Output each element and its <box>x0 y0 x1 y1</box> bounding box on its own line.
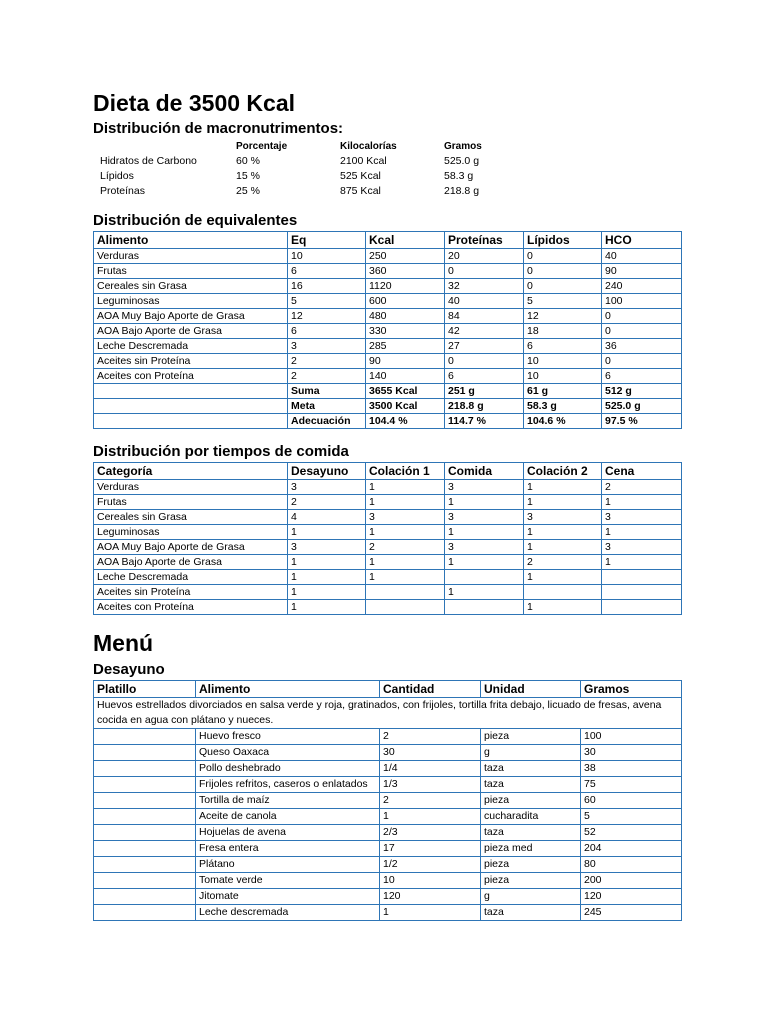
table-cell: g <box>481 745 581 761</box>
breakfast-title: Desayuno <box>93 661 165 678</box>
times-header-cell: Colación 1 <box>366 463 445 480</box>
table-row <box>94 825 682 841</box>
table-cell: 16 <box>288 279 366 294</box>
table-cell: 10 <box>288 249 366 264</box>
table-cell: 84 <box>445 309 524 324</box>
table-cell: 1 <box>366 480 445 495</box>
table-cell: 75 <box>581 777 682 793</box>
breakfast-description: Huevos estrellados divorciados en salsa verde y roja, gratinados, con frijoles, tortilla frita debajo, licuado de fresas, avena cocida en agua con plátano y nueces. <box>94 698 682 729</box>
macros-cell: Proteínas <box>100 185 145 197</box>
table-cell <box>94 761 196 777</box>
table-cell: 2 <box>380 793 481 809</box>
table-row <box>94 889 682 905</box>
table-cell: 6 <box>288 264 366 279</box>
summary-cell: Adecuación <box>288 414 366 429</box>
table-cell: AOA Bajo Aporte de Grasa <box>94 324 288 339</box>
table-cell <box>94 857 196 873</box>
table-cell: 4 <box>288 510 366 525</box>
table-cell: Verduras <box>94 249 288 264</box>
table-row <box>94 905 682 921</box>
table-row <box>94 540 682 555</box>
table-cell: 0 <box>602 309 682 324</box>
table-cell: 20 <box>445 249 524 264</box>
breakfast-header-cell: Gramos <box>581 681 682 698</box>
table-cell: 1 <box>288 570 366 585</box>
table-row <box>94 249 682 264</box>
table-cell: 1 <box>445 555 524 570</box>
table-row <box>94 339 682 354</box>
table-cell: 3 <box>602 540 682 555</box>
table-cell: 6 <box>602 369 682 384</box>
table-row <box>94 480 682 495</box>
times-header-row <box>94 463 682 480</box>
table-cell: 2 <box>288 354 366 369</box>
table-cell <box>94 889 196 905</box>
summary-cell: Suma <box>288 384 366 399</box>
summary-cell: Meta <box>288 399 366 414</box>
times-header-cell: Desayuno <box>288 463 366 480</box>
times-header-cell: Comida <box>445 463 524 480</box>
table-row <box>94 777 682 793</box>
equivalents-table <box>93 231 682 429</box>
table-cell: 52 <box>581 825 682 841</box>
table-cell: 245 <box>581 905 682 921</box>
table-cell: 1 <box>288 585 366 600</box>
table-cell <box>366 600 445 615</box>
table-row <box>94 354 682 369</box>
table-cell <box>94 905 196 921</box>
table-cell: 0 <box>602 324 682 339</box>
table-cell: 3 <box>602 510 682 525</box>
table-row <box>94 555 682 570</box>
summary-cell: 114.7 % <box>445 414 524 429</box>
table-cell <box>602 600 682 615</box>
macros-header-row <box>93 139 681 154</box>
table-row <box>94 525 682 540</box>
table-cell: 360 <box>366 264 445 279</box>
table-cell: 1 <box>602 495 682 510</box>
table-cell: 1 <box>524 480 602 495</box>
breakfast-table <box>93 680 682 921</box>
table-cell <box>602 570 682 585</box>
table-cell: 3 <box>288 480 366 495</box>
table-cell: 1 <box>445 525 524 540</box>
times-header-cell: Categoría <box>94 463 288 480</box>
table-cell: 1120 <box>366 279 445 294</box>
table-row <box>94 570 682 585</box>
summary-cell: 104.4 % <box>366 414 445 429</box>
table-cell: 240 <box>602 279 682 294</box>
macros-cell: Lípidos <box>100 170 134 182</box>
times-header-cell: Colación 2 <box>524 463 602 480</box>
menu-title: Menú <box>93 630 154 656</box>
breakfast-header-cell: Platillo <box>94 681 196 698</box>
table-cell: 3 <box>288 540 366 555</box>
macros-header-cell: Gramos <box>444 141 482 152</box>
summary-row <box>94 384 682 399</box>
table-cell: 10 <box>380 873 481 889</box>
table-cell: 10 <box>524 369 602 384</box>
table-cell: 6 <box>288 324 366 339</box>
macros-row <box>93 169 681 184</box>
macros-header-cell: Porcentaje <box>236 141 288 152</box>
table-cell: Aceites con Proteína <box>94 600 288 615</box>
table-row <box>94 809 682 825</box>
table-row <box>94 600 682 615</box>
table-cell: 2 <box>380 729 481 745</box>
table-row <box>94 873 682 889</box>
table-cell: 1/3 <box>380 777 481 793</box>
breakfast-header-cell: Unidad <box>481 681 581 698</box>
macros-header-cell <box>93 139 236 154</box>
table-cell: Fresa entera <box>196 841 380 857</box>
table-cell: 120 <box>380 889 481 905</box>
macros-cell: 15 % <box>236 170 260 182</box>
equivalents-header-cell: Proteínas <box>445 232 524 249</box>
table-row <box>94 841 682 857</box>
table-row <box>94 309 682 324</box>
table-cell: 1 <box>602 555 682 570</box>
table-cell <box>94 729 196 745</box>
summary-cell <box>94 399 288 414</box>
table-row <box>94 793 682 809</box>
table-cell: 3 <box>445 510 524 525</box>
table-cell: Leguminosas <box>94 294 288 309</box>
table-cell: Cereales sin Grasa <box>94 279 288 294</box>
table-cell: 0 <box>524 264 602 279</box>
table-cell: g <box>481 889 581 905</box>
table-cell <box>94 745 196 761</box>
table-cell: Tomate verde <box>196 873 380 889</box>
table-cell: 204 <box>581 841 682 857</box>
document-page <box>93 88 681 921</box>
table-cell: Frutas <box>94 264 288 279</box>
table-row <box>94 279 682 294</box>
table-cell: pieza med <box>481 841 581 857</box>
equivalents-header-cell: Eq <box>288 232 366 249</box>
times-table <box>93 462 682 615</box>
table-cell: Aceite de canola <box>196 809 380 825</box>
table-cell: Leche Descremada <box>94 339 288 354</box>
table-cell: Leguminosas <box>94 525 288 540</box>
table-cell: pieza <box>481 793 581 809</box>
table-cell: 1 <box>524 600 602 615</box>
table-cell: 5 <box>581 809 682 825</box>
table-cell: 1 <box>524 540 602 555</box>
breakfast-header-cell: Alimento <box>196 681 380 698</box>
table-cell: Leche descremada <box>196 905 380 921</box>
summary-cell: 97.5 % <box>602 414 682 429</box>
table-cell: 200 <box>581 873 682 889</box>
table-row <box>94 745 682 761</box>
table-cell: 2/3 <box>380 825 481 841</box>
table-cell: 6 <box>445 369 524 384</box>
table-row <box>94 510 682 525</box>
table-row <box>94 729 682 745</box>
table-cell: 18 <box>524 324 602 339</box>
table-cell: 1 <box>445 495 524 510</box>
table-cell: 1/4 <box>380 761 481 777</box>
table-cell: AOA Muy Bajo Aporte de Grasa <box>94 540 288 555</box>
table-cell: 0 <box>602 354 682 369</box>
table-cell <box>94 841 196 857</box>
macros-cell: 2100 Kcal <box>340 155 387 167</box>
table-cell: 38 <box>581 761 682 777</box>
macros-cell: 525 Kcal <box>340 170 381 182</box>
table-cell: 6 <box>524 339 602 354</box>
table-cell: cucharadita <box>481 809 581 825</box>
table-cell: AOA Muy Bajo Aporte de Grasa <box>94 309 288 324</box>
equivalents-header-cell: Lípidos <box>524 232 602 249</box>
summary-cell: 104.6 % <box>524 414 602 429</box>
table-cell <box>94 793 196 809</box>
macros-cell: 875 Kcal <box>340 185 381 197</box>
table-cell <box>366 585 445 600</box>
macros-row <box>93 154 681 169</box>
page-title: Dieta de 3500 Kcal <box>93 90 296 116</box>
table-cell: 60 <box>581 793 682 809</box>
table-cell: taza <box>481 761 581 777</box>
table-cell: Tortilla de maíz <box>196 793 380 809</box>
summary-row <box>94 414 682 429</box>
table-cell: 100 <box>581 729 682 745</box>
table-cell: Cereales sin Grasa <box>94 510 288 525</box>
table-cell: 1 <box>524 570 602 585</box>
table-cell: 1 <box>288 525 366 540</box>
table-cell: 0 <box>524 249 602 264</box>
table-cell: Aceites con Proteína <box>94 369 288 384</box>
breakfast-header-row <box>94 681 682 698</box>
table-cell: 32 <box>445 279 524 294</box>
macros-header-cell: Kilocalorías <box>340 141 397 152</box>
equivalents-header-cell: Kcal <box>366 232 445 249</box>
table-cell: Verduras <box>94 480 288 495</box>
table-cell: 1 <box>602 525 682 540</box>
table-cell: 1 <box>524 495 602 510</box>
table-cell: 1 <box>366 570 445 585</box>
macros-cell: 58.3 g <box>444 170 474 182</box>
table-cell: taza <box>481 777 581 793</box>
table-cell: Leche Descremada <box>94 570 288 585</box>
table-cell: 30 <box>581 745 682 761</box>
table-cell: 40 <box>602 249 682 264</box>
equivalents-title: Distribución de equivalentes <box>93 212 298 229</box>
table-row <box>94 495 682 510</box>
summary-cell: 3500 Kcal <box>366 399 445 414</box>
table-cell: 42 <box>445 324 524 339</box>
table-cell <box>445 570 524 585</box>
table-cell: Jitomate <box>196 889 380 905</box>
table-cell: pieza <box>481 729 581 745</box>
times-title: Distribución por tiempos de comida <box>93 443 349 460</box>
table-row <box>94 264 682 279</box>
table-cell: 285 <box>366 339 445 354</box>
summary-cell: 525.0 g <box>602 399 682 414</box>
table-cell: Huevo fresco <box>196 729 380 745</box>
table-cell: 80 <box>581 857 682 873</box>
table-cell: 2 <box>288 369 366 384</box>
breakfast-header-cell: Cantidad <box>380 681 481 698</box>
equivalents-header-cell: Alimento <box>94 232 288 249</box>
table-cell: 1 <box>380 809 481 825</box>
table-cell: Frutas <box>94 495 288 510</box>
table-cell: 10 <box>524 354 602 369</box>
table-cell: 1/2 <box>380 857 481 873</box>
table-cell: 12 <box>288 309 366 324</box>
summary-cell: 61 g <box>524 384 602 399</box>
table-cell: 2 <box>524 555 602 570</box>
table-cell: 2 <box>288 495 366 510</box>
table-cell: pieza <box>481 857 581 873</box>
table-cell: taza <box>481 905 581 921</box>
table-cell: 27 <box>445 339 524 354</box>
macros-title: Distribución de macronutrimentos: <box>93 120 344 137</box>
summary-cell: 3655 Kcal <box>366 384 445 399</box>
table-cell: pieza <box>481 873 581 889</box>
table-cell: 5 <box>524 294 602 309</box>
table-cell: Pollo deshebrado <box>196 761 380 777</box>
macros-cell: 525.0 g <box>444 155 480 167</box>
table-row <box>94 761 682 777</box>
table-cell: 90 <box>366 354 445 369</box>
table-cell <box>94 825 196 841</box>
table-cell: 30 <box>380 745 481 761</box>
table-cell <box>524 585 602 600</box>
table-cell: 1 <box>288 555 366 570</box>
table-cell: 3 <box>445 540 524 555</box>
table-cell: 480 <box>366 309 445 324</box>
table-row <box>94 585 682 600</box>
table-cell: 0 <box>445 264 524 279</box>
macros-cell: Hidratos de Carbono <box>100 155 197 167</box>
times-header-cell: Cena <box>602 463 682 480</box>
table-row <box>94 324 682 339</box>
table-cell: 1 <box>366 525 445 540</box>
table-cell: 36 <box>602 339 682 354</box>
summary-cell: 218.8 g <box>445 399 524 414</box>
table-cell: 0 <box>524 279 602 294</box>
table-cell: 250 <box>366 249 445 264</box>
table-cell: 330 <box>366 324 445 339</box>
table-cell: 600 <box>366 294 445 309</box>
table-row <box>94 294 682 309</box>
table-cell: 3 <box>524 510 602 525</box>
table-cell: 12 <box>524 309 602 324</box>
table-cell: 2 <box>366 540 445 555</box>
table-cell: 1 <box>366 495 445 510</box>
table-cell: 0 <box>445 354 524 369</box>
macros-cell: 60 % <box>236 155 260 167</box>
table-cell: 40 <box>445 294 524 309</box>
table-cell: 17 <box>380 841 481 857</box>
equivalents-header-cell: HCO <box>602 232 682 249</box>
table-cell: 100 <box>602 294 682 309</box>
table-cell: Queso Oaxaca <box>196 745 380 761</box>
summary-cell: 251 g <box>445 384 524 399</box>
table-cell: 1 <box>366 555 445 570</box>
table-cell: 90 <box>602 264 682 279</box>
table-cell: 1 <box>445 585 524 600</box>
macros-cell: 25 % <box>236 185 260 197</box>
macros-table <box>93 139 681 199</box>
table-cell: 1 <box>288 600 366 615</box>
macros-row <box>93 184 681 199</box>
table-cell <box>94 809 196 825</box>
table-cell <box>602 585 682 600</box>
table-cell: 1 <box>524 525 602 540</box>
table-cell: 1 <box>380 905 481 921</box>
table-cell: Plátano <box>196 857 380 873</box>
table-row <box>94 857 682 873</box>
table-cell: 3 <box>445 480 524 495</box>
table-row <box>94 369 682 384</box>
table-cell: 3 <box>366 510 445 525</box>
table-cell: taza <box>481 825 581 841</box>
summary-cell <box>94 414 288 429</box>
table-cell: 140 <box>366 369 445 384</box>
table-cell: Aceites sin Proteína <box>94 354 288 369</box>
table-cell <box>94 777 196 793</box>
breakfast-description-row <box>94 698 682 729</box>
table-cell: Hojuelas de avena <box>196 825 380 841</box>
table-cell: AOA Bajo Aporte de Grasa <box>94 555 288 570</box>
summary-cell: 58.3 g <box>524 399 602 414</box>
table-cell: Frijoles refritos, caseros o enlatados <box>196 777 380 793</box>
table-cell: Aceites sin Proteína <box>94 585 288 600</box>
summary-cell <box>94 384 288 399</box>
table-cell: 120 <box>581 889 682 905</box>
table-cell <box>94 873 196 889</box>
macros-cell: 218.8 g <box>444 185 480 197</box>
summary-row <box>94 399 682 414</box>
table-cell: 2 <box>602 480 682 495</box>
summary-cell: 512 g <box>602 384 682 399</box>
equivalents-header-row <box>94 232 682 249</box>
table-cell: 3 <box>288 339 366 354</box>
table-cell <box>445 600 524 615</box>
table-cell: 5 <box>288 294 366 309</box>
